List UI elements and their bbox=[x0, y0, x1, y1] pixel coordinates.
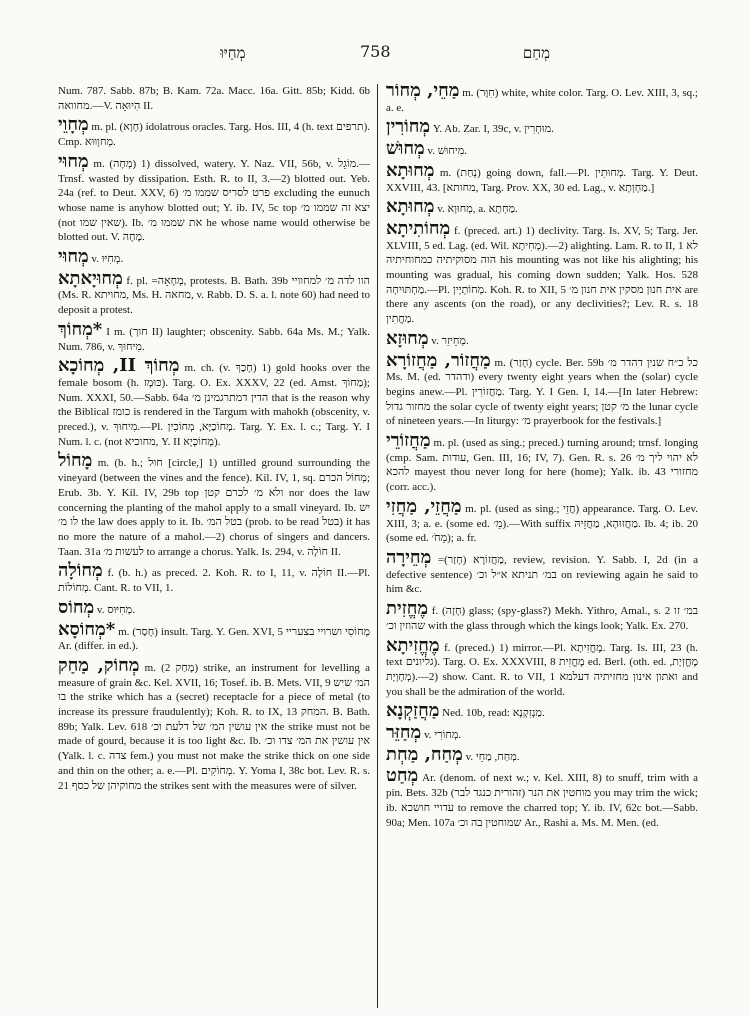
entry-definition: m. (מָחַק 2) strike, an instrument for levelling a measure of grain &c. Kel. XVII, 16; Tosef. ib. B. Mets. VII, 9 המ׳ שיש בו the strike which has a (secret) receptacle for a piece of metal (to increase its pressure fraudulently); Koh. R. to IX, 13 המחק. B. Bath. 89b; Yalk. Lev. 618 אין עושין המ׳ של דלעת וכ׳ the strike must not be made of gourd, because it is too light &c. Ib. אין עושין את המ׳ צדו וכ׳ (Yalk. l. c. צדה fem.) you must not make the strike thick on one side and thin on the other; a. e.—Pl. מְחוֹקִים. Y. Yoma I, 38c bot. Lev. R. s. 21 מחוקיהן של כסף the strikes sent with the measures were of silver. bbox=[58, 661, 370, 792]
column-divider bbox=[377, 84, 378, 1008]
left-running-head: מְחַיּוּ bbox=[220, 44, 246, 62]
entry-definition: =(חָזַר) מַחֲזוֹרָא, review, revision. Y. Sabb. I, 2d (in a defective sentence) במ׳ תניתא א״ל וכ׳ on reviewing again he said to him &c. bbox=[386, 553, 698, 596]
entry-headword: מָחוֹל bbox=[58, 450, 93, 472]
entry-definition: Num. 787. Sabb. 87b; B. Kam. 72a. Macc. 16a. Gitt. 85b; Kidd. 6b מחוואה.—V. הִיוּאָה II. bbox=[58, 85, 370, 112]
dictionary-entry bbox=[386, 159, 698, 195]
entry-definition: m. pl. (חָוָא) idolatrous oracles. Targ. Hos. III, 4 (h. text תרפים). Cmp. מְחוְוּוּא. bbox=[58, 121, 370, 149]
dictionary-entry bbox=[386, 634, 698, 700]
dictionary-entry bbox=[386, 495, 698, 546]
entry-headword: *מְחוֹךְ bbox=[58, 318, 103, 340]
dictionary-entry bbox=[386, 349, 698, 430]
dictionary-entry bbox=[58, 618, 370, 654]
entry-definition: m. pl. (used as sing.; חֲזֵי) appearance. Targ. O. Lev. XIII, 3; a. e. (some ed. מֵ׳).—With suffix מַחֲזוּהָא, מַחֲזֵיהּ. Ib. 4; ib. 20 (some ed. מֵחֹ׳); a. fr. bbox=[386, 502, 698, 545]
entry-definition: v. מְחֵיזֵר. bbox=[431, 334, 469, 347]
entry-definition: f. (preced.) 1) mirror.—Pl. מֶחֱזִיתָא. Targ. Is. III, 23 (h. text גליונים). Targ. O. Ex. XXXVIII, 8 מֶחֱזִית ed. Berl. (oth. ed. מֶחֱזְיָת, מְחָוְיָת).—2) show. Cant. R. to VII, 1 ואתון אינון מחזיתיה דעלמא and you shall be the admiration of the world. bbox=[386, 641, 698, 698]
entry-definition: v. מִיחוּשׁ. bbox=[427, 145, 467, 158]
entry-headword: מְחוּזָא bbox=[386, 327, 429, 349]
entry-definition: m. (חָסַר) insult. Targ. Y. Gen. XVI, 5 מְחוֹסִי ושרויי בצעריי Ar. (differ. in ed.). bbox=[58, 625, 370, 653]
dictionary-entry bbox=[58, 150, 370, 245]
entry-definition: v. מְחוּוָא, a. מַחְתָא. bbox=[437, 203, 518, 216]
entry-definition: f. (b. h.) as preced. 2. Koh. R. to I, 11, v. חוֹלָה II.—Pl. מְחוֹלוֹת. Cant. R. to VII, 1. bbox=[58, 567, 370, 595]
entry-headword: מְחָוֵי bbox=[58, 114, 89, 136]
entry-definition: v. מְחוֹרִי. bbox=[423, 729, 462, 742]
dictionary-entry bbox=[58, 596, 370, 618]
entry-headword: מְחוֹלָה bbox=[58, 560, 103, 582]
dictionary-entry bbox=[386, 217, 698, 327]
entry-definition: f. pl. =מְחָאָה, protests. B. Bath. 39b הוו לדה מ׳ למחוויי (Ms. R. מחויתא, Ms. H. מחאה, v. Rabb. D. S. a. l. note 60) had need to deposit a protest. bbox=[58, 274, 370, 317]
entry-headword: מְחוּי bbox=[58, 246, 89, 268]
entry-definition: Ned. 10b, read: מַנְזִקְנָא. bbox=[442, 707, 545, 720]
entry-definition: Y. Ab. Zar. I, 39c, v. מוּחְרִין. bbox=[432, 123, 554, 136]
entry-headword: מְחוֹתִיתָא bbox=[386, 217, 451, 239]
entry-definition: f. (preced. art.) 1) declivity. Targ. Is. XV, 5; Targ. Jer. XLVIII, 5 ed. Lag. (ed. Wil. מְחִיתָא).—2) alighting. Lam. R. to II, 1 לא הוה מסוקיתיה כמחוחיתיה his mounting was not like his alighting; his mounting was gradual, his coming down sudden; Yalk. Hos. 528 מַחְתּוּיחָה.—Pl. מְחוֹתְיָין. Koh. R. to XII, 5 אית חנון מסקין אית חנון מ׳ are there any ascents (on the road), or any declivities?; Lev. R. s. 18 מַחֲתִין. bbox=[386, 224, 698, 326]
dictionary-entry bbox=[386, 327, 698, 349]
entry-headword: מְחוֹרִין bbox=[386, 116, 431, 138]
entry-headword: מַחֲזוֹר, מַחֲזוֹרָא bbox=[386, 349, 491, 371]
entry-headword: מַחֲזֵי, מַחֲזִי bbox=[386, 495, 462, 517]
entry-definition: v. מְחַח, מַחֵי. bbox=[465, 750, 520, 763]
dictionary-entry bbox=[58, 246, 370, 268]
dictionary-entry bbox=[58, 84, 370, 113]
dictionary-entry bbox=[58, 355, 370, 449]
entry-definition: m. (מְחָה) 1) dissolved, watery. Y. Naz. VII, 56b, v. מוֹגֵל.—Trnsf. wasted by dissipation. Esth. R. to II, 3.—2) blotted out. Yeb. 24a (ref. to Deut. XXV, 6) פרט לסריס שממו מ׳ excluding the eunuch whose name is anyhow blotted out; Y. ib. IV, 5c top יצא זה שממו מ׳ (not שאין שמו). Ib. את שממו מ׳ he whose name would otherwise be blotted out. V. מָחָה. bbox=[58, 157, 370, 244]
entry-definition: I m. (חוך II) laughter; obscenity. Sabb. 64a Ms. M.; Yalk. Num. 786, v. מִיחוּךְ. bbox=[58, 325, 370, 353]
dictionary-entry bbox=[58, 560, 370, 595]
dictionary-entry bbox=[58, 450, 370, 559]
entry-headword: מְחֵירָה bbox=[386, 546, 432, 568]
entry-definition: f. (חָזָה) glass; (spy-glass?) Mekh. Yithro, Amal., s. 2 במ׳ זו שהוזין וכ׳ with the glass through which the kings look; Yalk. Ex. 270. bbox=[386, 605, 698, 632]
entry-headword: מְחוּי bbox=[58, 150, 89, 172]
dictionary-entry bbox=[386, 546, 698, 597]
entry-definition: m. (נְחַת) going down, fall.—Pl. מְחוּתִין. Targ. Y. Deut. XXVIII, 43. [מחותא, Targ. Prov. XX, 30 ed. Lag., v. מַחְוְתָא.] bbox=[386, 166, 698, 194]
entry-definition: m. ch. (v. חָכַךְ) 1) gold hooks over the female bosom (h. כּוּמָז). Targ. O. Ex. XXXV, 22 (ed. Amst. מַחוֹךְ); Num. XXXI, 50.—Sabb. 64a הדין דמתרגמינן מ׳ that is the reason why the Biblical כומז is rendered in the Targum with mahokh (obscenity, v. preced.), v. מִיחוּךְ.—Pl. מְחוֹכַיָּא, מְחוֹכִין. Targ. Y. Ex. l. c.; Targ. Y. I Num. l. c. (not מחוכיא, Y. II מְחוֹכְיָא). bbox=[58, 362, 370, 448]
entry-headword: מְחַט bbox=[386, 765, 419, 787]
entry-headword: מְחוֹק, מַחַק bbox=[58, 654, 140, 676]
entry-headword: מְחוּשׁ bbox=[386, 138, 425, 160]
entry-headword: מְחוֹס bbox=[58, 596, 95, 618]
dictionary-entry bbox=[58, 654, 370, 793]
dictionary-entry bbox=[386, 722, 698, 744]
entry-definition: m. (b. h.; חוּל [circle,] 1) untilled ground surrounding the vineyard (between the vines and the fence). Kil. IV, 1, sq. מְחוֹל הכרם; Erub. 3b. Y. Kil. IV, 29b top ולא מ׳ לכרם קטן nor does the law concerning the planting of the mahol apply to a small vineyard. Ib. יש לו מ׳ the law does apply to it. Ib. בטל המ׳ (prob. to be read בטל) it has no more the nature of a mahol.—2) chorus of singers and dancers. Taan. 31a לעשות מ׳ to arrange a chorus. Yalk. Is. 294, v. חוֹלָה II. bbox=[58, 457, 370, 558]
entry-headword: מַחֲזוֹרֵי bbox=[386, 430, 431, 452]
entry-definition: m. (חָזַר) cycle. Ber. 59b כל כ״ח שנין דהדר מ׳ Ms. M. (ed. ודהדר) every twenty eight years when the (solar) cycle begins anew.—Pl. מַחֲזוֹרִין. Targ. Y. I Gen. I, 14.—[In later Hebrew: מחזור גדול the solar cycle of twenty eight years; מ׳ קטן the lunar cycle of nineteen years.—In liturgy: מ׳ prayerbook for the festivals.] bbox=[386, 356, 698, 428]
left-column bbox=[58, 84, 370, 1008]
right-running-head: מְחַם bbox=[522, 44, 550, 62]
entry-definition: m. (חִוָּר) white, white color. Targ. O. Lev. XIII, 3, sq.; a. e. bbox=[386, 87, 698, 114]
entry-definition: v. מְחִיּוּס. bbox=[96, 603, 135, 616]
entry-headword: מְחוּיָאתָא bbox=[58, 267, 123, 289]
right-column bbox=[386, 84, 698, 1008]
dictionary-entry bbox=[58, 114, 370, 149]
dictionary-entry bbox=[386, 116, 698, 138]
entry-headword: מְחוּתָא bbox=[386, 159, 435, 181]
entry-definition: Ar. (denom. of next w.; v. Kel. XIII, 8) to snuff, trim with a pin. Bets. 32b מוחטין את הנר (זהורית כנגד לבר) you may trim the wick; ib. עדויי חושכא to remove the charred top; Y. ib. IV, 62c bot.—Sabb. 90a; Men. 107a שמוחטין בה וכ׳ Ar., Rashi a. Ms. M. Men. (ed. bbox=[386, 772, 698, 829]
entry-headword: מְחוּתָא bbox=[386, 196, 435, 218]
entry-headword: מְחַח, מַחְת bbox=[386, 743, 463, 765]
entry-headword: מַחֵי, מְחוֹר bbox=[386, 84, 460, 101]
dictionary-entry bbox=[386, 700, 698, 722]
entry-headword: מְחוֹךְ II, מְחוֹכָא bbox=[58, 355, 180, 377]
dictionary-entry bbox=[386, 743, 698, 765]
entry-definition: v. מְחִיּוּ. bbox=[91, 253, 124, 266]
page-header bbox=[60, 40, 690, 66]
entry-headword: מֶחֱזִית bbox=[386, 598, 429, 620]
entry-headword: מַחֲזַקְנָא bbox=[386, 700, 440, 722]
dictionary-entry bbox=[386, 84, 698, 115]
dictionary-entry bbox=[58, 267, 370, 318]
entry-headword: מֶחֱזִיתָא bbox=[386, 634, 440, 656]
dictionary-entry bbox=[386, 430, 698, 495]
dictionary-entry bbox=[386, 196, 698, 218]
dictionary-entry bbox=[386, 598, 698, 633]
dictionary-entry bbox=[58, 318, 370, 354]
entry-headword: מְחַזֵּר bbox=[386, 722, 422, 744]
page-number: 758 bbox=[360, 42, 391, 61]
dictionary-entry bbox=[386, 765, 698, 830]
entry-definition: m. pl. (used as sing.; preced.) turning around; trnsf. longing (cmp. Sam. עודות, Gen. III, 16; IV, 7). Gen. R. s. 26 לא יהוי ליך מ׳ להכא mayest thou never long for here (home); Yalk. ib. 43 מחזורי (corr. acc.). bbox=[386, 437, 698, 494]
dictionary-entry bbox=[386, 138, 698, 160]
entry-headword: *מְחוֹסָא bbox=[58, 618, 116, 640]
